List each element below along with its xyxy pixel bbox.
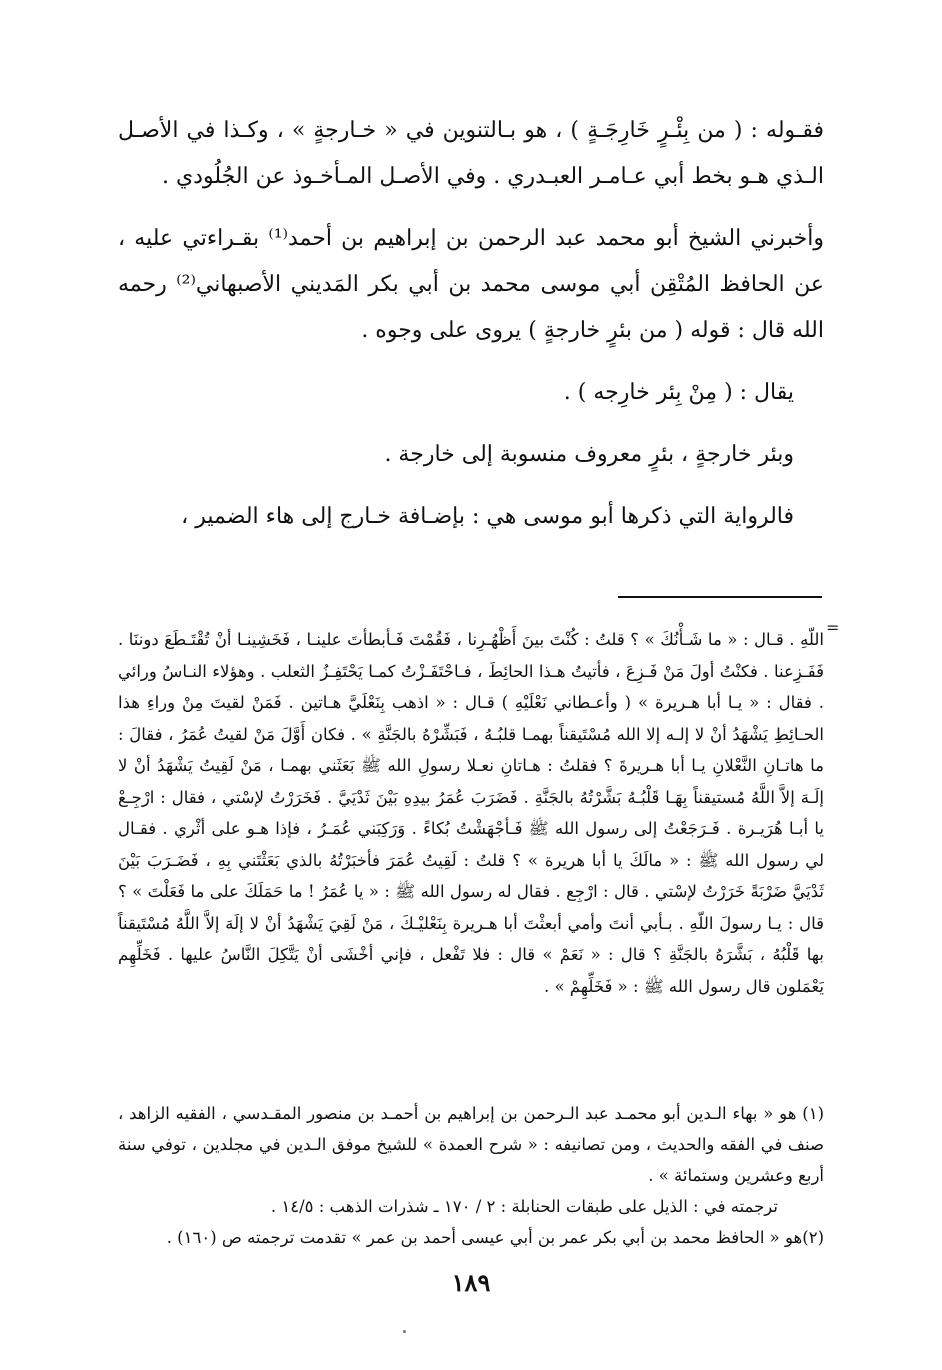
continuation-marker: = [826,618,840,637]
scan-speck [403,1330,406,1333]
paragraph-1: فقـوله : ( من بِئْـرٍ خَارِجَـةٍ ) ، هو بـالتنوين في « خـارجةٍ » ، وكـذا في الأصـل الـذي هـو بخط أبي عـامـر العبـدري . وفي الأصـل المـأخـوذ عن الجُلُودي . [118,118,824,189]
footnote-1: (١) هو « بهاء الـدين أبو محمـد عبد الـرحمن بن إبراهيم بن أحمـد بن منصور المقـدسي ، الفقيه الزاهد ، صنف في الفقه والحديث ، ومن تصانيفه : « شرح العمدة » للشيخ موفق الـدين في مجلدين ، توفي سنة أربع وعشرين وستمائة » . [118,1104,824,1185]
footnotes [118,1098,824,1253]
paragraph-5: فالرواية التي ذكرها أبو موسى هي : بإضـافة خـارج إلى هاء الضمير ، [181,504,794,529]
main-text [118,108,824,556]
continued-footnote: اللّهِ . قـال : « ما شَـأْنُكَ » ؟ قلتُ : كُنْتَ بينَ أَظْهُـرِنا ، فَقُمْتَ فَـأبطأتَ علينـا ، فَخَشِينـا أنْ تُقْتَـطَعَ دوننَا . فَفَـزِعنا . فكنْتُ أولَ مَنْ فَـزِعَ ، فأتيتُ هـذا الحائِطَ ، فـاحْتَفَـزْتُ كمـا يَحْتَفِـزُ الثعلب . وهؤلاء النـاسُ ورائي . فقال : « يـا أبا هـريرة » ( وأعـطاني نَعْلَيْهِ ) قـال : « اذهب بِنَعْلَيَّ هـاتين . فَمَنْ لقيتَ مِنْ وراءِ هذا الحـائِطِ يَشْهَدُ أنْ لا إلـه إلا الله مُسْتَيقناً بهمـا قلبُـهُ ، فَبَشِّرْهُ بالجَنَّةِ » . فكان أَوَّلَ مَنْ لقيتُ عُمَرُ ، فقالَ : ما هاتـانِ النَّعْلانِ يـا أبا هـريرةَ ؟ فقلتُ : هـاتانِ نعـلا رسولِ الله ﷺ بَعَثَني بهمـا ، مَنْ لَقِيتُ يَشْهَدُ أنْ لا إلَـهَ إلاَّ اللَّهُ مُستيقناً بِهَـا قَلْبُـهُ بَشَّرْتُهُ بالجَنَّةِ . فَضَرَبَ عُمَرُ بيدِهِ بَيْنَ ثَدْيَيَّ . فَخَرَرْتُ لإسْتي ، فقال : ارْجِـعْ يا أبـا هُرَيـرة . فَـرَجَعْتُ إلى رسول الله ﷺ فَـأجْهَشْتُ بُكاءً . وَرَكِبَني عُمَـرُ ، فإذا هـو على أثْري . فقـال لي رسول الله ﷺ : « مالَكَ يا أبا هريرة » ؟ قلتُ : لَقِيتُ عُمَرَ فأخبَرْتُهُ بالذي بَعَثْتَني بِهِ ، فَضَـرَبَ بَيْنَ ثَدْيَيَّ ضَرْبَةً خَرَرْتُ لإسْتي . قال : ارْجِع . فقال له رسول الله ﷺ : « يا عُمَرُ ! ما حَمَلَكَ على ما فَعَلْتَ » ؟ قال : يـا رسولَ اللّهِ . بـأبي أنتَ وأمي أبعثْتَ أبا هـريرة بِنَعْليْـكَ ، مَنْ لَقِيَ يَشْهَدُ أنْ لا إلَهَ إلاَّ اللَّهُ مُسْتَيقناً بها قَلْبُهُ ، بَشَّرَهُ بالجَنَّةِ ؟ قال : « نَعَمْ » قال : فلا تَفْعل ، فإني أخْشَى أنْ يَتَّكِلَ النَّاسُ عليها . فَخَلِّهِم يَعْمَلون قال رسول الله ﷺ : « فَخَلِّهِمْ » . [118,630,824,996]
footnote-1-source: ترجمته في : الذيل على طبقات الحنابلة : ٢ / ١٧٠ ـ شذرات الذهب : ١٤/٥ . [270,1197,778,1216]
page-number: ١٨٩ [451,1268,491,1297]
paragraph-2: وأخبرني الشيخ أبو محمد عبد الرحمن بن إبراهيم بن أحمد⁽¹⁾ بقـراءتي عليه ، عن الحافظ المُتْقِن أبي موسى محمد بن أبي بكر المَديني الأصبهاني⁽²⁾ رحمه الله قال : قوله ( من بئرٍ خارجةٍ ) يروى على وجوه . [118,226,825,343]
paragraph-3: يقال : ( مِنْ بِئر خارِجه ) . [563,380,794,405]
footnote-separator [618,596,822,598]
paragraph-4: وبئر خارجةٍ ، بئرٍ معروف منسوبة إلى خارجة . [384,442,794,467]
footnote-2: (٢)هو « الحافظ محمد بن أبي بكر عمر بن أبي عيسى أحمد بن عمر » تقدمت ترجمته ص (١٦٠) . [166,1228,824,1247]
